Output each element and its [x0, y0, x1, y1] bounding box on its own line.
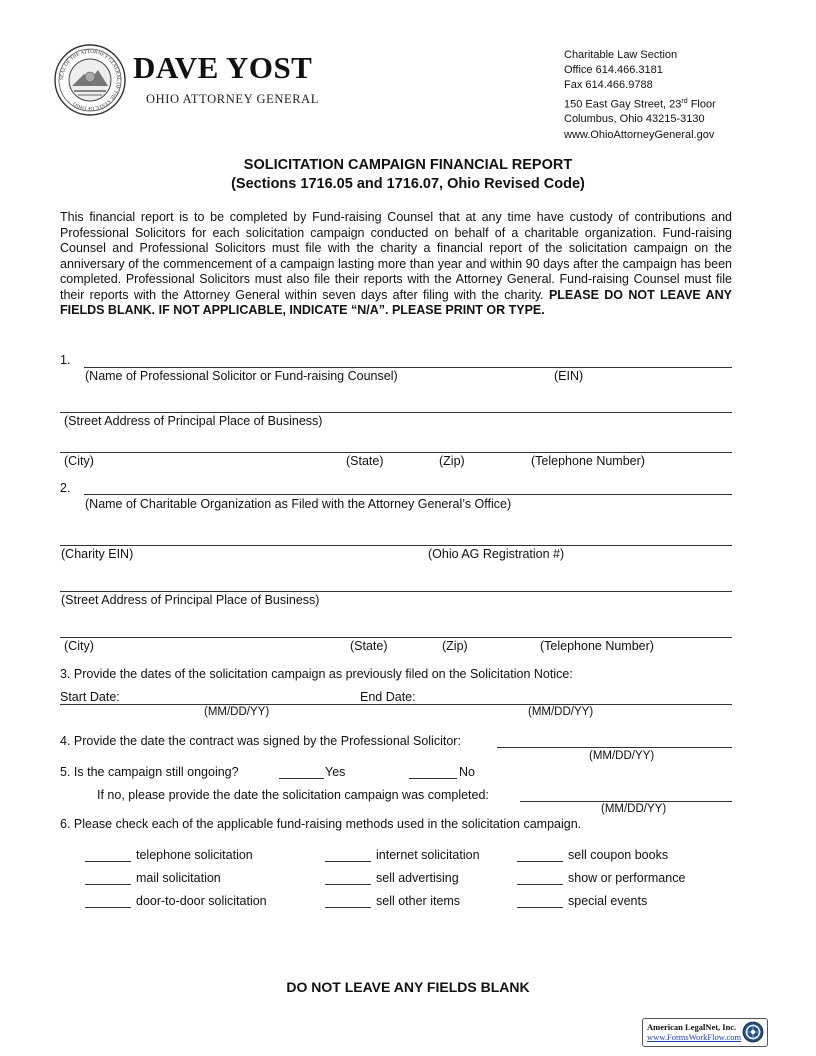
section1-street-field[interactable]	[60, 412, 732, 413]
contact-street-floor: Floor	[687, 98, 716, 111]
footer-warning: DO NOT LEAVE ANY FIELDS BLANK	[286, 979, 530, 995]
section2-charity-ein-label: (Charity EIN)	[61, 547, 134, 561]
section4-date-field[interactable]	[497, 747, 732, 748]
section5-text: 5. Is the campaign still ongoing?	[60, 765, 239, 779]
section5-no-label: No	[459, 765, 475, 779]
section2-city-label: (City)	[64, 639, 94, 653]
contact-street	[564, 94, 716, 113]
section5-yes-label: Yes	[325, 765, 346, 779]
method-other-items-check[interactable]	[325, 907, 371, 908]
section2-zip-label: (Zip)	[442, 639, 468, 653]
section5-ifno-text: If no, please provide the date the solicitation campaign was completed:	[97, 788, 489, 802]
section1-city-field[interactable]	[60, 452, 732, 453]
contact-section: Charitable Law Section	[564, 49, 678, 61]
method-internet-label: internet solicitation	[376, 848, 480, 862]
method-telephone-check[interactable]	[85, 861, 131, 862]
section3-text: 3. Provide the dates of the solicitation campaign as previously filed on the Solicitation Notice:	[60, 667, 573, 681]
section1-name-label: (Name of Professional Solicitor or Fund-raising Counsel)	[85, 369, 398, 383]
section2-number: 2.	[60, 481, 71, 495]
section3-end-label: End Date:	[360, 690, 416, 704]
intro-instructions: PLEASE DO NOT LEAVE ANY FIELDS BLANK. IF NOT APPLICABLE, INDICATE “N/A”. PLEASE PRINT OR TYPE.	[60, 287, 733, 317]
brand-subtitle: OHIO ATTORNEY GENERAL	[146, 92, 320, 106]
section5-completed-date-field[interactable]	[520, 801, 732, 802]
contact-block	[564, 48, 716, 143]
section6-text: 6. Please check each of the applicable fund-raising methods used in the solicitation campaign.	[60, 817, 582, 831]
intro-body: This financial report is to be completed by Fund-raising Counsel that at any time have custody of contributions and Professional Solicitors for each solicitation campaign conducted on behalf of a charitable organization. Fund-raising Counsel and Professional Solicitors must file with the charity a financial report of the solicitation campaign on the anniversary of the commencement of a campaign lasting more than year and within 90 days after the campaign has been completed. Professional Solicitors must also file their reports with the Attorney General. Fund-raising Counsel must file their reports with the Attorney General within seven days after filing with the charity.	[60, 210, 732, 302]
method-door-label: door-to-door solicitation	[136, 894, 267, 908]
section1-number: 1.	[60, 353, 71, 367]
section1-phone-label: (Telephone Number)	[531, 454, 645, 468]
logo-company: American LegalNet, Inc.	[647, 1022, 737, 1032]
section1-state-label: (State)	[346, 454, 384, 468]
section5-no-field[interactable]	[409, 778, 457, 779]
section2-state-label: (State)	[350, 639, 388, 653]
brand-name: DAVE YOST	[133, 50, 313, 85]
form-subtitle: (Sections 1716.05 and 1716.07, Ohio Revised Code)	[231, 176, 585, 192]
section3-start-label: Start Date:	[60, 690, 120, 704]
section4-date-format: (MM/DD/YY)	[589, 750, 655, 762]
section3-end-format: (MM/DD/YY)	[528, 706, 594, 718]
section2-street-field[interactable]	[60, 591, 732, 592]
section1-zip-label: (Zip)	[439, 454, 465, 468]
section1-name-field[interactable]	[84, 367, 732, 368]
legalnet-globe-icon	[742, 1021, 764, 1043]
method-mail-label: mail solicitation	[136, 871, 221, 885]
section2-ag-registration-label: (Ohio AG Registration #)	[428, 547, 565, 561]
method-door-check[interactable]	[85, 907, 131, 908]
form-title: SOLICITATION CAMPAIGN FINANCIAL REPORT	[243, 157, 573, 173]
logo-url[interactable]: www.FormsWorkFlow.com	[647, 1032, 742, 1042]
method-special-events-check[interactable]	[517, 907, 563, 908]
seal-text: SEAL OF THE ATTORNEY GENERAL OF THE STATE OF OHIO	[58, 48, 122, 112]
method-coupon-check[interactable]	[517, 861, 563, 862]
section5-yes-field[interactable]	[279, 778, 324, 779]
section2-street-label: (Street Address of Principal Place of Business)	[61, 593, 320, 607]
intro-paragraph	[60, 210, 732, 319]
section3-dates-field[interactable]	[60, 704, 732, 705]
contact-street-sup: rd	[681, 97, 688, 105]
attorney-general-seal	[54, 44, 126, 116]
method-coupon-label: sell coupon books	[568, 848, 669, 862]
contact-web: www.OhioAttorneyGeneral.gov	[564, 128, 715, 141]
section3-start-format: (MM/DD/YY)	[204, 706, 270, 718]
section2-city-field[interactable]	[60, 637, 732, 638]
method-special-events-label: special events	[568, 894, 648, 908]
section1-street-label: (Street Address of Principal Place of Business)	[64, 414, 323, 428]
method-show-check[interactable]	[517, 884, 563, 885]
legalnet-logo[interactable]	[642, 1018, 768, 1047]
method-advertising-check[interactable]	[325, 884, 371, 885]
section2-name-label: (Name of Charitable Organization as Filed with the Attorney General’s Office)	[85, 497, 512, 511]
method-telephone-label: telephone solicitation	[136, 848, 253, 862]
method-internet-check[interactable]	[325, 861, 371, 862]
method-other-items-label: sell other items	[376, 894, 461, 908]
section1-city-label: (City)	[64, 454, 94, 468]
contact-street-main: 150 East Gay Street, 23	[564, 98, 682, 111]
contact-city: Columbus, Ohio 43215-3130	[564, 113, 705, 126]
section1-ein-label: (EIN)	[554, 369, 584, 383]
contact-fax: Fax 614.466.9788	[564, 79, 653, 92]
method-advertising-label: sell advertising	[376, 871, 459, 885]
method-show-label: show or performance	[568, 871, 686, 885]
section2-ein-field[interactable]	[60, 545, 732, 546]
section4-text: 4. Provide the date the contract was signed by the Professional Solicitor:	[60, 734, 461, 748]
section5-date-format: (MM/DD/YY)	[601, 803, 667, 815]
section2-phone-label: (Telephone Number)	[540, 639, 654, 653]
section2-name-field[interactable]	[84, 494, 732, 495]
contact-office: Office 614.466.3181	[564, 64, 663, 77]
method-mail-check[interactable]	[85, 884, 131, 885]
